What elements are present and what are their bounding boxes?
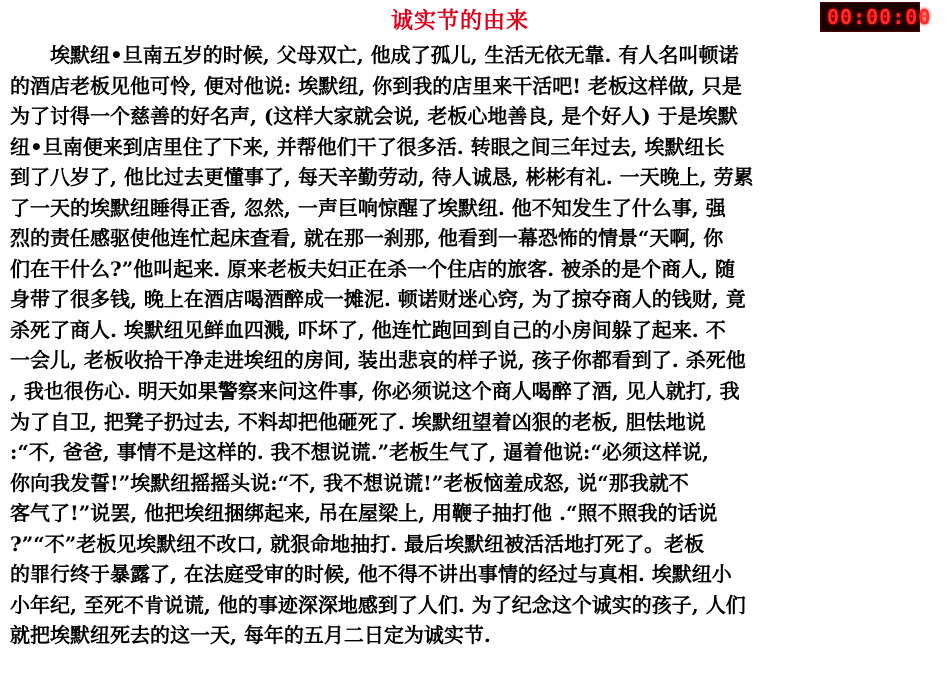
text-line: 纽•旦南便来到店里住了下来, 并帮他们干了很多活. 转眼之间三年过去, 埃默纽长 xyxy=(10,134,725,159)
text-line: 们在干什么?”他叫起来. 原来老板夫妇正在杀一个住店的旅客. 被杀的是个商人, 随 xyxy=(10,256,735,281)
story-text xyxy=(10,40,950,651)
text-line: 就把埃默纽死去的这一天, 每年的五月二日定为诚实节. xyxy=(10,623,491,648)
text-line: ?”“不”老板见埃默纽不改口, 就狠命地抽打. 最后埃默纽被活活地打死了。老板 xyxy=(10,531,705,556)
text-line: :“不, 爸爸, 事情不是这样的. 我不想说谎.”老板生气了, 逼着他说:“必须这样说, xyxy=(10,440,709,465)
text-line: 埃默纽•旦南五岁的时候, 父母双亡, 他成了孤儿, 生活无依无靠. 有人名叫顿诺 xyxy=(10,43,739,67)
text-line: 的罪行终于暴露了, 在法庭受审的时候, 他不得不讲出事情的经过与真相. 埃默纽小 xyxy=(10,562,732,587)
timer-digits: 00:00:00 xyxy=(827,5,932,29)
text-line: 你向我发誓!”埃默纽摇摇头说:“不, 我不想说谎!”老板恼羞成怒, 说“那我就不 xyxy=(10,470,689,495)
text-line: 杀死了商人. 埃默纽见鲜血四溅, 吓坏了, 他连忙跑回到自己的小房间躲了起来. 不 xyxy=(10,317,726,342)
text-line: 一会儿, 老板收拾干净走进埃纽的房间, 装出悲哀的样子说, 孩子你都看到了. 杀死他 xyxy=(10,348,746,373)
text-line: 烈的责任感驱使他连忙起床查看, 就在那一刹那, 他看到一幕恐怖的情景“天啊, 你 xyxy=(10,226,724,251)
text-line: 到了八岁了, 他比过去更懂事了, 每天辛勤劳动, 待人诚恳, 彬彬有礼. 一天晚上, 劳累 xyxy=(10,165,754,190)
text-line: 为了自卫, 把凳子扔过去, 不料却把他砸死了. 埃默纽望着凶狠的老板, 胆怯地说 xyxy=(10,409,706,434)
text-line: , 我也很伤心. 明天如果警察来问这件事, 你必须说这个商人喝醉了酒, 见人就打, 我 xyxy=(10,379,740,404)
text-line: 为了讨得一个慈善的好名声, (这样大家就会说, 老板心地善良, 是个好人) 于是埃默 xyxy=(10,104,738,129)
page-title: 诚实节的由来 xyxy=(390,8,529,34)
text-line: 的酒店老板见他可怜, 便对他说: 埃默纽, 你到我的店里来干活吧! 老板这样做, 只是 xyxy=(10,73,742,98)
text-line: 小年纪, 至死不肯说谎, 他的事迹深深地感到了人们. 为了纪念这个诚实的孩子, 人们 xyxy=(10,592,746,617)
text-line: 身带了很多钱, 晚上在酒店喝酒醉成一摊泥. 顿诺财迷心窍, 为了掠夺商人的钱财, 竟 xyxy=(10,287,746,312)
text-line: 了一天的埃默纽睡得正香, 忽然, 一声巨响惊醒了埃默纽. 他不知发生了什么事, 强 xyxy=(10,195,726,220)
countdown-timer xyxy=(820,2,932,32)
text-line: 客气了!”说罢, 他把埃纽捆绑起来, 吊在屋梁上, 用鞭子抽打他 .“照不照我的话说 xyxy=(10,501,718,526)
